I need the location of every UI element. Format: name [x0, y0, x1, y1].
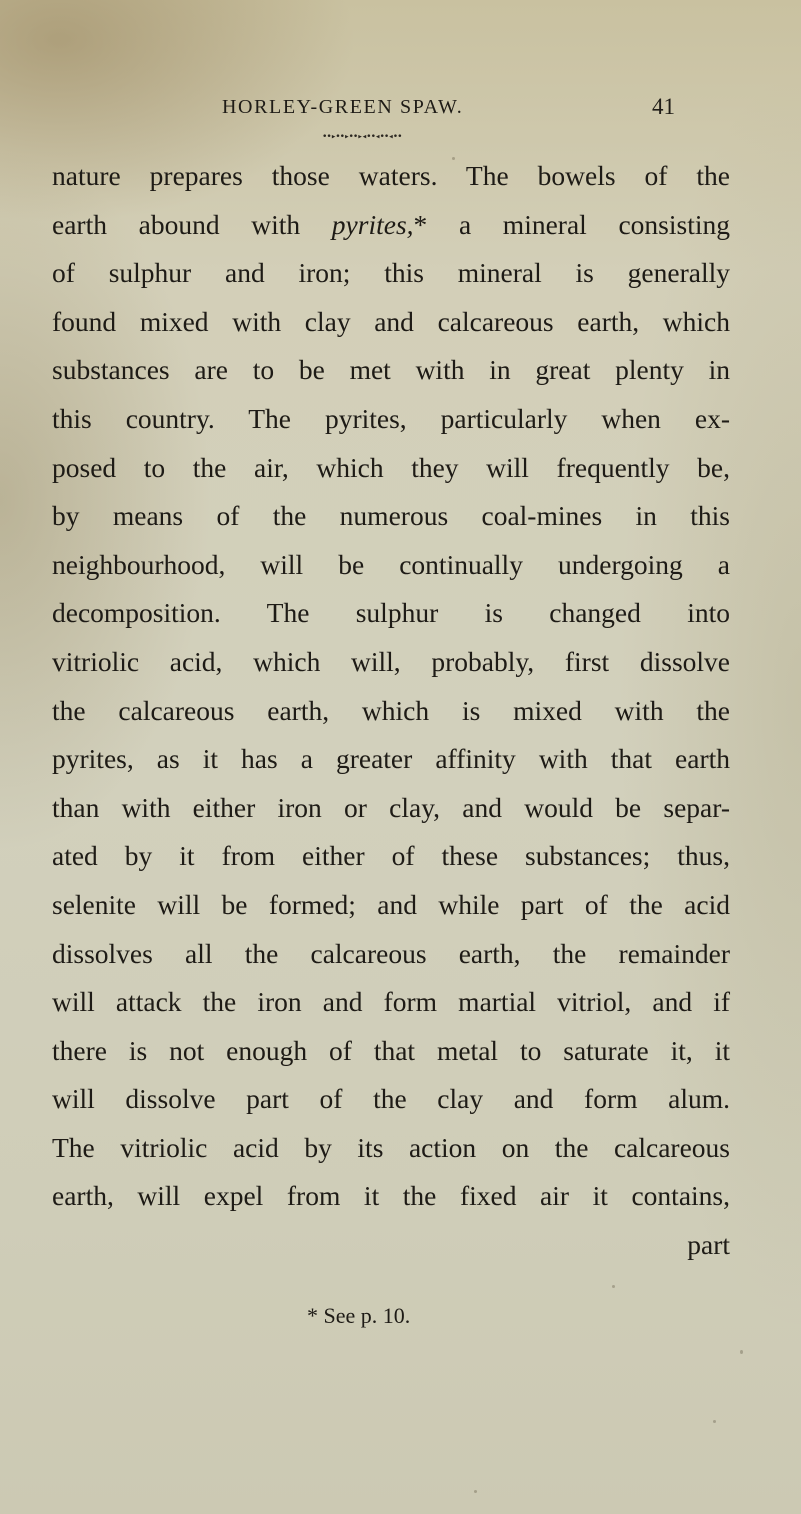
text-line: there is not enough of that metal to saturate it, it — [52, 1034, 730, 1066]
text-line: posed to the air, which they will frequently be, — [52, 451, 730, 483]
running-head: HORLEY-GREEN SPAW. — [222, 96, 464, 118]
text-line: the calcareous earth, which is mixed with the — [52, 694, 730, 726]
page-header — [0, 96, 801, 126]
text-line: The vitriolic acid by its action on the calcareous — [52, 1131, 730, 1163]
text-line: will dissolve part of the clay and form alum. — [52, 1083, 730, 1115]
catchword: part — [687, 1229, 730, 1261]
text-line: than with either iron or clay, and would be separ- — [52, 791, 730, 823]
text-line: nature prepares those waters. The bowels of the — [52, 160, 730, 191]
paper-speck — [452, 157, 455, 160]
header-ornament: ••▸••▸••▸◂••◂••◂•• — [322, 132, 402, 142]
text-line: this country. The pyrites, particularly when ex- — [52, 402, 730, 434]
page-number: 41 — [652, 94, 675, 119]
text-line: vitriolic acid, which will, probably, first dissolve — [52, 645, 730, 677]
text-line: ated by it from either of these substances; thus, — [52, 840, 730, 872]
text-line: neighbourhood, will be continually undergoing a — [52, 548, 730, 580]
body-text — [52, 152, 730, 1270]
text-line: decomposition. The sulphur is changed into — [52, 597, 730, 629]
footnote-reference: * a mineral consisting — [413, 208, 730, 240]
text-line — [52, 201, 730, 250]
footnote: * See p. 10. — [307, 1303, 411, 1328]
text-line: will attack the iron and form martial vitriol, and if — [52, 986, 730, 1018]
text-line: found mixed with clay and calcareous earth, which — [52, 305, 730, 337]
text-fragment: earth abound with — [52, 208, 332, 240]
italic-term-pyrites: pyrites, — [331, 208, 414, 240]
paper-speck — [474, 1490, 477, 1493]
paper-speck — [612, 1285, 615, 1288]
text-line: of sulphur and iron; this mineral is generally — [52, 257, 730, 289]
text-line: earth, will expel from it the fixed air it contains, — [52, 1180, 730, 1212]
text-line: selenite will be formed; and while part of the acid — [52, 888, 730, 920]
paper-speck — [740, 1350, 743, 1354]
text-line: dissolves all the calcareous earth, the remainder — [52, 937, 730, 969]
text-line: pyrites, as it has a greater affinity with that earth — [52, 743, 730, 775]
text-line: substances are to be met with in great plenty in — [52, 354, 730, 386]
text-line: by means of the numerous coal-mines in this — [52, 500, 730, 532]
paper-speck — [713, 1420, 716, 1423]
